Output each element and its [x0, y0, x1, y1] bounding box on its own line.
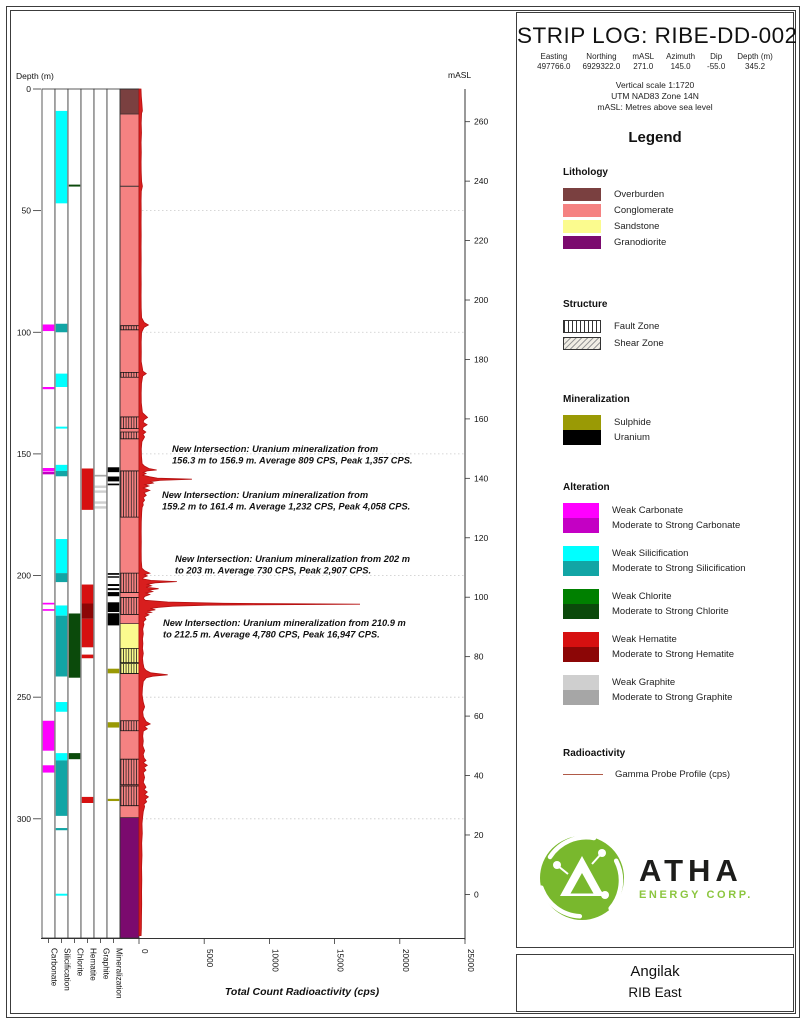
silicification-interval: [56, 573, 67, 582]
masl-tick-label: 200: [474, 295, 489, 306]
fault-zone: [120, 759, 139, 785]
strong-label: Moderate to Strong Chlorite: [612, 606, 729, 617]
header-field-value: 6929322.0: [582, 62, 621, 71]
hematite-interval: [82, 604, 93, 619]
legend-radioactivity-items: [563, 769, 783, 780]
page-title: STRIP LOG: RIBE-DD-002: [517, 23, 798, 48]
header-field-label: Dip: [710, 52, 723, 61]
masl-tick-label: 100: [474, 592, 489, 603]
legend-section-lithology: [563, 167, 783, 252]
hematite-interval: [82, 585, 93, 604]
legend-alteration-swatch: [563, 632, 599, 662]
hematite-interval: [82, 619, 93, 647]
scale-note-line: Vertical scale 1:1720: [615, 80, 695, 90]
strong-swatch: [563, 604, 599, 619]
header-field-label: Northing: [586, 52, 617, 61]
legend-swatch: [563, 236, 601, 249]
strong-swatch: [563, 690, 599, 705]
legend-swatch: [563, 220, 601, 233]
fault-zone: [120, 326, 139, 330]
weak-swatch: [563, 589, 599, 604]
uranium-interval: [108, 584, 119, 586]
fault-zone: [120, 721, 139, 731]
legend-section-mineralization: [563, 394, 783, 445]
legend-item-label: Sulphide: [614, 417, 651, 428]
company-logo: [537, 833, 753, 923]
legend-alteration-pair: [563, 546, 783, 576]
intersection-annotation: New Intersection: Uranium mineralization from: [162, 490, 369, 500]
legend-radioactivity-title: Radioactivity: [563, 748, 626, 759]
header-field-label: mASL: [632, 52, 655, 61]
uranium-interval: [108, 477, 119, 482]
sulphide-interval: [108, 669, 119, 674]
column-carbonate: [42, 89, 55, 938]
legend-item: [563, 337, 783, 350]
graphite-interval: [95, 490, 106, 492]
column-hematite: [81, 89, 94, 938]
legend-alteration-labels: [612, 589, 729, 619]
silicification-interval: [56, 753, 67, 760]
legend-item-label: Sandstone: [614, 221, 660, 232]
weak-label: Weak Chlorite: [612, 591, 672, 602]
masl-tick-label: 180: [474, 354, 489, 365]
x-axis-title: Total Count Radioactivity (cps): [224, 986, 380, 998]
legend-alteration-swatch: [563, 503, 599, 533]
column-chlorite: [68, 89, 81, 938]
fault-zone: [120, 432, 139, 439]
column-graphite: [94, 89, 107, 938]
header-field-label: Easting: [540, 52, 568, 61]
silicification-interval: [56, 702, 67, 712]
chlorite-interval: [69, 753, 80, 759]
column-label-mineralization: Mineralization: [114, 948, 124, 999]
masl-tick-label: 260: [474, 116, 489, 127]
uranium-interval: [108, 484, 119, 486]
header-fields: [517, 52, 793, 71]
masl-tick-label: 160: [474, 413, 489, 424]
fault-zone: [120, 649, 139, 663]
legend-swatch: [563, 337, 601, 350]
legend-section-structure: [563, 299, 783, 354]
hematite-interval: [82, 655, 93, 659]
uranium-interval: [108, 573, 119, 575]
legend-alteration-labels: [612, 632, 734, 662]
header-field: [666, 52, 695, 71]
masl-tick-label: 220: [474, 235, 489, 246]
legend-lithology-items: [563, 188, 783, 249]
legend-radioactivity-item: [563, 769, 783, 780]
scale-note-line: mASL: Metres above sea level: [597, 102, 713, 112]
column-label-hematite: Hematite: [88, 948, 98, 981]
intersection-annotation: to 203 m. Average 730 CPS, Peak 2,907 CPS.: [175, 565, 372, 576]
lithology-interval-overburden: [120, 89, 139, 114]
weak-label: Weak Graphite: [612, 677, 676, 688]
column-mineralization: [107, 89, 120, 938]
header-field-value: -55.0: [707, 62, 726, 71]
strong-label: Moderate to Strong Silicification: [612, 563, 746, 574]
legend-item: [563, 220, 783, 233]
uranium-interval: [108, 576, 119, 577]
logo-text-block: [639, 852, 753, 901]
silicification-interval: [56, 111, 67, 203]
project-box: [516, 954, 794, 1012]
intersection-annotation: New Intersection: Uranium mineralization from 210.9 m: [163, 618, 406, 628]
masl-tick-label: 120: [474, 532, 489, 543]
weak-swatch: [563, 546, 599, 561]
silicification-interval: [56, 427, 67, 429]
uranium-interval: [108, 588, 119, 590]
intersection-annotation: New Intersection: Uranium mineralization from 202 m: [175, 554, 411, 564]
scale-note-line: UTM NAD83 Zone 14N: [611, 91, 699, 101]
header-field-value: 497766.0: [537, 62, 571, 71]
legend-item-label: Uranium: [614, 432, 650, 443]
gamma-line-swatch: [563, 774, 603, 775]
header-field-value: 145.0: [670, 62, 691, 71]
cps-tick-label: 10000: [270, 949, 280, 972]
strong-label: Moderate to Strong Graphite: [612, 692, 733, 703]
gamma-probe-profile: [139, 89, 360, 936]
silicification-interval: [56, 324, 67, 333]
weak-label: Weak Carbonate: [612, 505, 684, 516]
uranium-interval: [108, 602, 119, 612]
weak-swatch: [563, 632, 599, 647]
column-label-graphite: Graphite: [101, 948, 111, 980]
logo-subtext: ENERGY CORP.: [639, 888, 753, 901]
header-field-value: 345.2: [745, 62, 766, 71]
silicification-interval: [56, 539, 67, 573]
carbonate-interval: [43, 472, 54, 474]
legend-swatch: [563, 188, 601, 201]
area-name: RIB East: [628, 985, 682, 1000]
intersection-annotation: 156.3 m to 156.9 m. Average 809 CPS, Peak 1,357 CPS.: [172, 455, 413, 466]
info-panel: [516, 12, 798, 948]
cps-tick-label: 25000: [466, 949, 475, 972]
legend-structure-items: [563, 320, 783, 350]
sulphide-interval: [108, 722, 119, 727]
fault-zone: [120, 664, 139, 674]
strong-label: Moderate to Strong Hematite: [612, 649, 734, 660]
legend-alteration-pair: [563, 675, 783, 705]
intersection-annotation: to 212.5 m. Average 4,780 CPS, Peak 16,947 CPS.: [163, 629, 380, 640]
cps-tick-label: 0: [140, 949, 149, 954]
hematite-interval: [82, 468, 93, 509]
weak-swatch: [563, 675, 599, 690]
masl-tick-label: 40: [474, 770, 484, 781]
scale-notes: [517, 80, 793, 113]
masl-tick-label: 60: [474, 711, 484, 722]
intersection-annotation: 159.2 m to 161.4 m. Average 1,232 CPS, Peak 4,058 CPS.: [162, 501, 411, 512]
legend-item-label: Gamma Probe Profile (cps): [615, 769, 731, 780]
masl-axis-label: mASL: [448, 70, 472, 80]
column-label-carbonate: Carbonate: [49, 948, 59, 987]
legend-swatch: [563, 415, 601, 430]
graphite-interval: [95, 506, 106, 508]
carbonate-interval: [43, 387, 54, 389]
header-field: [583, 52, 621, 71]
header-field: [737, 52, 773, 71]
depth-tick-label: 0: [26, 84, 31, 94]
silicification-interval: [56, 828, 67, 830]
header-field: [632, 52, 654, 71]
column-label-silicification: Silicification: [62, 948, 72, 991]
header-field-label: Depth (m): [737, 52, 773, 61]
legend-item-label: Granodiorite: [614, 237, 667, 248]
header-field: [707, 52, 725, 71]
lithology-interval-conglomerate: [120, 114, 139, 624]
masl-tick-label: 240: [474, 176, 489, 187]
weak-swatch: [563, 503, 599, 518]
fault-zone: [120, 573, 139, 592]
lithology-interval-granodiorite: [120, 818, 139, 938]
legend-item-label: Conglomerate: [614, 205, 674, 216]
sulphide-interval: [108, 799, 119, 801]
legend-alteration-swatch: [563, 589, 599, 619]
legend-item: [563, 415, 783, 430]
cps-tick-label: 5000: [205, 949, 215, 968]
masl-tick-label: 0: [474, 889, 479, 900]
legend-alteration-items: [563, 503, 783, 705]
legend-alteration-labels: [612, 675, 732, 705]
depth-tick-label: 300: [16, 813, 31, 824]
legend-structure-title: Structure: [563, 299, 608, 310]
weak-label: Weak Silicification: [612, 548, 689, 559]
legend-item: [563, 204, 783, 217]
carbonate-interval: [43, 324, 54, 331]
chlorite-interval: [69, 185, 80, 187]
graphite-interval: [95, 475, 106, 477]
legend-section-radioactivity: [563, 748, 783, 780]
fault-zone: [120, 597, 139, 614]
silicification-interval: [56, 465, 67, 471]
depth-tick-label: 150: [16, 448, 31, 459]
legend-alteration-labels: [612, 503, 740, 533]
carbonate-interval: [43, 603, 54, 605]
cps-tick-label: 15000: [335, 949, 345, 972]
silicification-interval: [56, 894, 67, 896]
legend-lithology-title: Lithology: [563, 167, 608, 178]
header-field-label: Azimuth: [666, 52, 696, 61]
legend-item-label: Overburden: [614, 189, 665, 200]
legend-swatch: [563, 204, 601, 217]
legend-item: [563, 320, 783, 333]
depth-tick-label: 200: [16, 570, 31, 581]
legend-swatch: [563, 320, 601, 333]
logo-name: ATHA: [639, 852, 743, 888]
legend-mineralization-title: Mineralization: [563, 394, 630, 405]
strong-swatch: [563, 518, 599, 533]
depth-tick-label: 100: [16, 327, 31, 338]
legend-item-label: Fault Zone: [614, 321, 660, 332]
graphite-interval: [95, 486, 106, 488]
legend-section-alteration: [563, 482, 783, 718]
chlorite-interval: [69, 613, 80, 677]
silicification-interval: [56, 471, 67, 476]
legend-swatch: [563, 430, 601, 445]
masl-tick-label: 20: [474, 829, 484, 840]
depth-axis-label: Depth (m): [16, 71, 54, 81]
strong-swatch: [563, 647, 599, 662]
legend-item: [563, 188, 783, 201]
column-label-chlorite: Chlorite: [75, 948, 85, 977]
legend-item: [563, 430, 783, 445]
carbonate-interval: [43, 721, 54, 751]
silicification-interval: [56, 374, 67, 387]
legend-alteration-pair: [563, 632, 783, 662]
graphite-interval: [95, 501, 106, 503]
weak-label: Weak Hematite: [612, 634, 677, 645]
project-name: Angilak: [630, 963, 680, 980]
legend-alteration-pair: [563, 503, 783, 533]
legend-alteration-swatch: [563, 675, 599, 705]
logo-emblem-icon: [537, 833, 627, 923]
legend-alteration-labels: [612, 546, 746, 576]
intersection-annotation: New Intersection: Uranium mineralization from: [172, 444, 379, 454]
masl-tick-label: 80: [474, 651, 484, 662]
carbonate-interval: [43, 609, 54, 611]
carbonate-interval: [43, 765, 54, 772]
uranium-interval: [108, 467, 119, 472]
fault-zone: [120, 417, 139, 429]
silicification-interval: [56, 760, 67, 815]
fault-zone: [120, 372, 139, 377]
uranium-interval: [108, 592, 119, 596]
hematite-interval: [82, 797, 93, 803]
legend-alteration-title: Alteration: [563, 482, 610, 493]
strong-label: Moderate to Strong Carbonate: [612, 520, 741, 531]
legend-mineralization-items: [563, 415, 783, 445]
legend-alteration-pair: [563, 589, 783, 619]
masl-tick-label: 140: [474, 473, 489, 484]
legend-title: Legend: [628, 129, 682, 146]
strong-swatch: [563, 561, 599, 576]
cps-tick-label: 20000: [400, 949, 410, 972]
header-field: [537, 52, 570, 71]
carbonate-interval: [43, 468, 54, 471]
silicification-interval: [56, 605, 67, 615]
legend-alteration-swatch: [563, 546, 599, 576]
header-field-value: 271.0: [633, 62, 654, 71]
depth-tick-label: 250: [16, 692, 31, 703]
fault-zone: [120, 786, 139, 806]
fault-zone: [120, 471, 139, 517]
uranium-interval: [108, 613, 119, 625]
depth-tick-label: 50: [21, 205, 31, 216]
silicification-interval: [56, 616, 67, 677]
legend-item: [563, 236, 783, 249]
legend-item-label: Shear Zone: [614, 338, 664, 349]
